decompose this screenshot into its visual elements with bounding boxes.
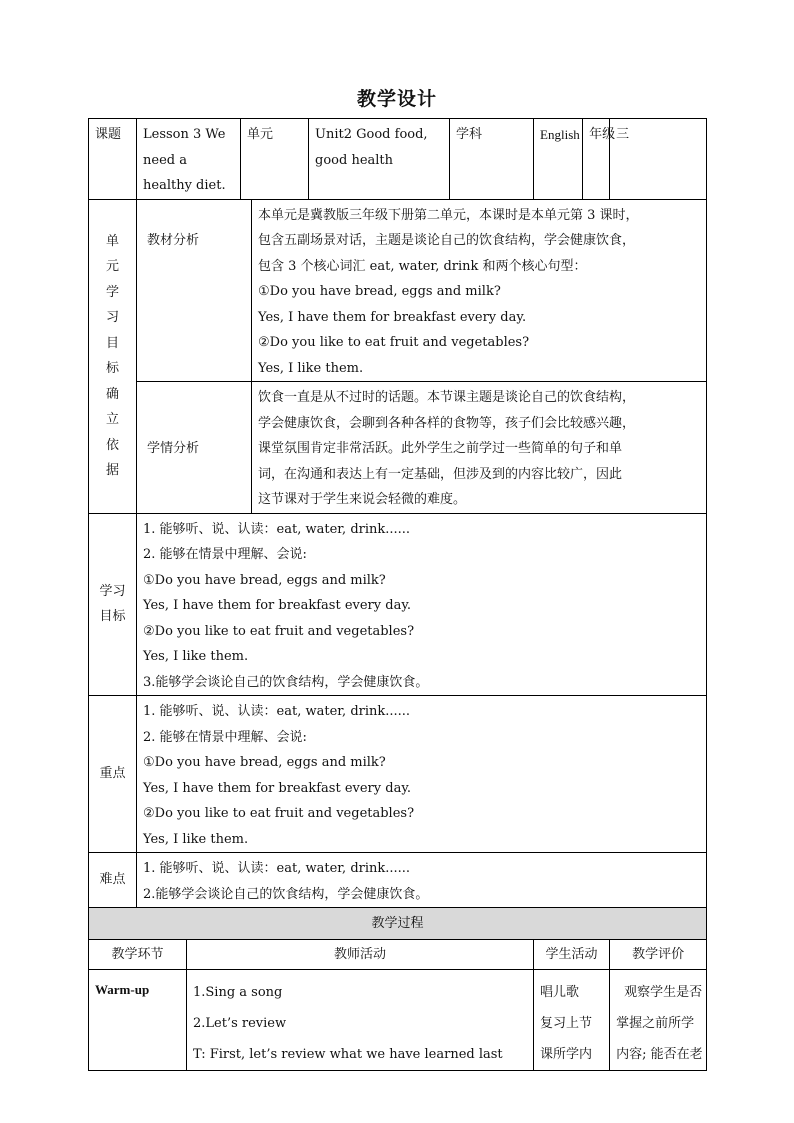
stage-cell: Warm-up <box>89 970 187 1071</box>
material-line: 包含 3 个核心词汇 eat, water, drink 和两个核心句型： <box>258 258 587 274</box>
material-line: ①Do you have bread, eggs and milk? <box>258 284 501 299</box>
topic-line: healthy diet. <box>143 178 226 193</box>
goals-line: ②Do you like to eat fruit and vegetables? <box>143 623 415 639</box>
key-point-line: Yes, I like them. <box>143 831 249 847</box>
key-point-line: ②Do you like to eat fruit and vegetables? <box>143 806 415 821</box>
evaluation-cell <box>610 970 707 1071</box>
goals-line: Yes, I have them for breakfast every day. <box>143 598 412 613</box>
subject-value: English <box>534 119 583 200</box>
goals-line: Yes, I like them. <box>143 649 249 664</box>
material-analysis-row <box>89 199 707 382</box>
material-label: 教材分析 <box>137 199 252 382</box>
process-row-warmup <box>89 970 707 1071</box>
goals-line: ①Do you have bread, eggs and milk? <box>143 572 386 588</box>
goals-line: 3.能够学会谈论自己的饮食结构，学会健康饮食。 <box>143 674 429 690</box>
key-point-line: ①Do you have bread, eggs and milk? <box>143 755 386 770</box>
key-points-label: 重点 <box>89 696 137 853</box>
topic-label: 课题 <box>89 119 137 200</box>
lesson-plan-table <box>88 118 706 1071</box>
basis-label <box>89 199 137 513</box>
topic-line: need a <box>143 152 187 168</box>
teacher-activity-cell <box>187 970 534 1071</box>
basis-label-char: 依 <box>105 437 119 453</box>
basis-label-char: 学 <box>105 284 119 300</box>
student-activity-line: 唱儿歌 <box>540 985 580 1000</box>
basis-label-char: 习 <box>105 310 119 325</box>
goals-row <box>89 513 707 696</box>
key-point-line: Yes, I have them for breakfast every day. <box>143 780 412 796</box>
students-line: 词，在沟通和表达上有一定基础，但涉及到的内容比较广，因此 <box>258 466 623 482</box>
teacher-activity-line: 1.Sing a song <box>193 985 283 1000</box>
goals-line: 2. 能够在情景中理解、会说: <box>143 547 307 562</box>
student-activity-cell <box>534 970 610 1071</box>
students-content <box>252 382 707 514</box>
difficulty-line: 2.能够学会谈论自己的饮食结构，学会健康饮食。 <box>143 886 429 902</box>
unit-line: good health <box>315 152 394 168</box>
goals-line: 1. 能够听、说、认读：eat, water, drink...... <box>143 521 411 537</box>
grade-label: 年级 <box>583 119 610 200</box>
material-line: 本单元是冀教版三年级下册第二单元，本课时是本单元第 3 课时， <box>258 207 639 223</box>
basis-label-char: 标 <box>105 361 119 376</box>
evaluation-line: 内容; 能否在老 <box>616 1047 703 1062</box>
material-line: Yes, I like them. <box>258 360 364 376</box>
goals-label-line: 目标 <box>99 609 126 625</box>
basis-label-char: 单 <box>105 233 119 249</box>
unit-label: 单元 <box>241 119 309 200</box>
basis-label-char: 确 <box>105 386 119 402</box>
basis-label-char: 立 <box>105 412 119 427</box>
student-activity-line: 课所学内 <box>540 1047 593 1062</box>
student-activity-line: 复习上节 <box>540 1016 593 1031</box>
page-title: 教学设计 <box>356 88 437 110</box>
key-points-content <box>137 696 707 853</box>
evaluation-line: 掌握之前所学 <box>616 1016 695 1031</box>
subject-label: 学科 <box>450 119 534 200</box>
evaluation-line: 观察学生是否 <box>624 985 703 1000</box>
students-line: 学会健康饮食，会聊到各种各样的食物等，孩子们会比较感兴趣， <box>258 415 636 431</box>
material-line: 包含五副场景对话，主题是谈论自己的饮食结构，学会健康饮食， <box>258 233 636 248</box>
unit-value <box>309 119 450 200</box>
difficulty-line: 1. 能够听、说、认读：eat, water, drink...... <box>143 861 411 876</box>
key-points-row <box>89 696 707 853</box>
basis-label-char: 目 <box>105 335 119 351</box>
column-teacher: 教师活动 <box>187 940 534 970</box>
basis-label-char: 元 <box>105 259 119 274</box>
grade-value: 三 <box>610 119 707 200</box>
difficulties-row <box>89 853 707 908</box>
key-point-line: 2. 能够在情景中理解、会说: <box>143 729 307 745</box>
process-columns-row <box>89 940 707 970</box>
students-line: 饮食一直是从不过时的话题。本节课主题是谈论自己的饮食结构， <box>258 390 636 405</box>
difficulties-content <box>137 853 707 908</box>
teacher-activity-line: T: First, let’s review what we have learned last <box>193 1047 503 1062</box>
column-stage: 教学环节 <box>89 940 187 970</box>
goals-content <box>137 513 707 696</box>
students-line: 这节课对于学生来说会轻微的难度。 <box>258 492 467 507</box>
process-title-row <box>89 908 707 940</box>
column-evaluation: 教学评价 <box>610 940 707 970</box>
material-content <box>252 199 707 382</box>
material-line: ②Do you like to eat fruit and vegetables? <box>258 335 530 350</box>
process-title: 教学过程 <box>89 908 707 940</box>
difficulties-label: 难点 <box>89 853 137 908</box>
material-line: Yes, I have them for breakfast every day. <box>258 309 527 325</box>
goals-label <box>89 513 137 696</box>
unit-line: Unit2 Good food, <box>315 127 428 142</box>
basis-vertical-label <box>89 229 136 484</box>
student-analysis-row <box>89 382 707 514</box>
basis-label-char: 据 <box>105 463 119 478</box>
key-point-line: 1. 能够听、说、认读：eat, water, drink...... <box>143 704 411 719</box>
students-line: 课堂氛围肯定非常活跃。此外学生之前学过一些简单的句子和单 <box>258 441 623 456</box>
teacher-activity-line: 2.Let’s review <box>193 1016 287 1031</box>
students-label: 学情分析 <box>137 382 252 514</box>
topic-line: Lesson 3 We <box>143 127 226 142</box>
column-student: 学生活动 <box>534 940 610 970</box>
goals-label-line: 学习 <box>99 583 126 599</box>
header-row <box>89 119 707 200</box>
topic-value <box>137 119 241 200</box>
